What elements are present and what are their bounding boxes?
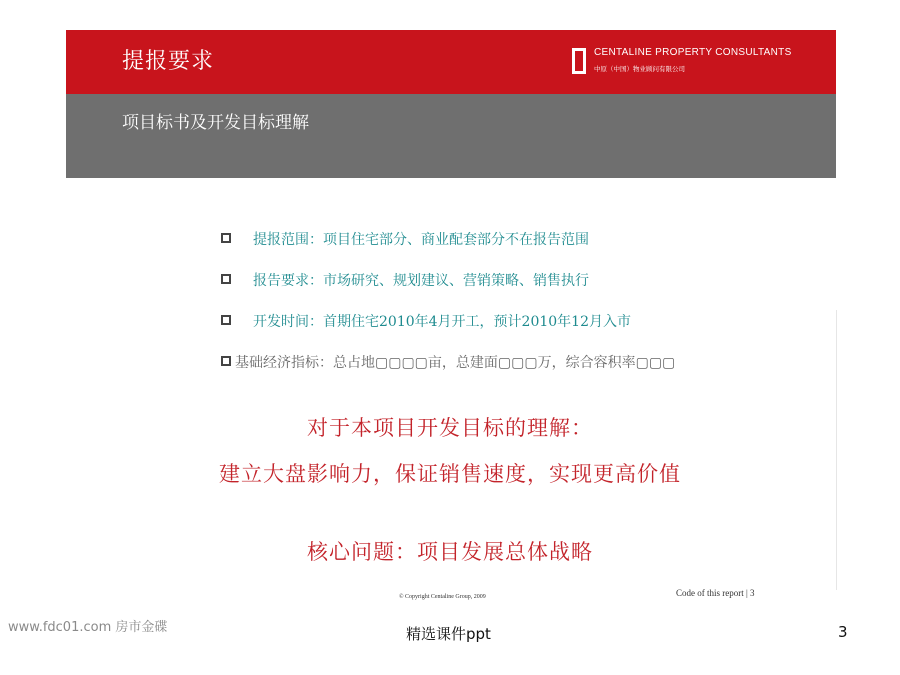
slide-subtitle: 项目标书及开发目标理解 [122,113,309,133]
understanding-goal: 建立大盘影响力，保证销售速度，实现更高价值 [219,462,681,486]
list-item-text: 报告要求：市场研究、规划建议、营销策略、销售执行 [253,273,589,289]
checkbox-icon [221,233,231,243]
header-gray-band [66,94,836,178]
report-code: Code of this report | 3 [676,588,755,598]
checkbox-icon [221,274,231,284]
checkbox-icon [221,356,231,366]
brand-name-en: CENTALINE PROPERTY CONSULTANTS [594,47,792,58]
slide-title: 提报要求 [122,49,215,74]
checkbox-icon [221,315,231,325]
understanding-heading: 对于本项目开发目标的理解： [307,416,593,440]
divider [836,310,837,590]
list-item-text: 提报范围：项目住宅部分、商业配套部分不在报告范围 [253,232,589,248]
centaline-logo-icon [572,48,586,74]
page-number: 3 [838,623,848,641]
list-item-text: 基础经济指标：总占地▢▢▢▢亩，总建面▢▢▢万，综合容积率▢▢▢ [235,355,676,371]
list-item-text: 开发时间：首期住宅2010年4月开工，预计2010年12月入市 [253,314,631,330]
brand-name-cn: 中原（中国）物业顾问有限公司 [594,65,685,73]
watermark: www.fdc01.com 房市金碟 [8,620,168,635]
core-issue: 核心问题：项目发展总体战略 [307,540,593,564]
copyright-text: © Copyright Centaline Group, 2009 [399,594,486,600]
footer-label: 精选课件ppt [406,625,491,643]
